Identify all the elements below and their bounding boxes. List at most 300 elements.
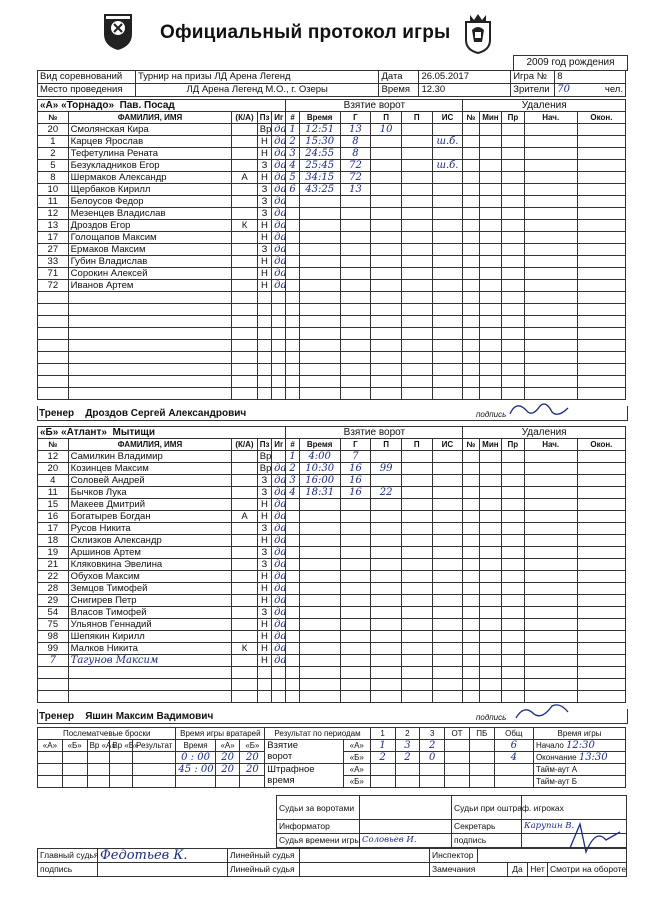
pen-pr: [502, 643, 524, 655]
table-row: [38, 451, 626, 463]
team-b-label: «Б» «Атлант»: [40, 427, 107, 438]
goal-assist-2: [401, 559, 432, 571]
player-pos: [257, 304, 271, 316]
goal-time: [299, 655, 340, 667]
player-no: 5: [38, 160, 69, 172]
player-name: Смолянская Кира: [68, 124, 232, 136]
col-pen-end: Окон.: [577, 439, 625, 451]
pen-row-a: «А»: [343, 764, 370, 776]
player-ka: [232, 340, 258, 352]
player-pos: Н: [257, 172, 271, 184]
player-name: Белоусов Федор: [68, 196, 232, 208]
player-no: 21: [38, 559, 69, 571]
pen-min: [479, 559, 501, 571]
score-a-p3: 2: [420, 740, 445, 752]
goal-time: 24:55: [299, 148, 340, 160]
player-played: [272, 292, 286, 304]
goal-scorer: 16: [340, 475, 371, 487]
pen-no: [463, 583, 479, 595]
goal-scorer: [340, 583, 371, 595]
pen-min: [479, 172, 501, 184]
player-played: [272, 340, 286, 352]
start-value: 12:30: [566, 740, 595, 751]
chief-referee-name: Федотьев К.: [98, 849, 228, 863]
goal-situation: [432, 208, 463, 220]
team-b-goals-title: Взятие ворот: [286, 427, 463, 439]
goal-situation: [432, 499, 463, 511]
player-played: [272, 364, 286, 376]
goal-time: 15:30: [299, 136, 340, 148]
player-no: 29: [38, 595, 69, 607]
goal-scorer: [340, 547, 371, 559]
player-ka: [232, 523, 258, 535]
player-pos: З: [257, 184, 271, 196]
pen-end: [577, 376, 625, 388]
goal-situation: [432, 388, 463, 400]
table-row: [38, 280, 626, 292]
goal-assist-1: [371, 376, 402, 388]
goal-time: [299, 376, 340, 388]
col-pen-no: №: [463, 439, 479, 451]
penalty-label: Штрафное: [267, 764, 315, 775]
player-ka: [232, 304, 258, 316]
pen-min: [479, 547, 501, 559]
player-no: 7: [38, 655, 69, 667]
goal-no: 4: [286, 160, 299, 172]
player-no: 12: [38, 208, 69, 220]
player-played: да: [272, 559, 286, 571]
player-played: да: [272, 595, 286, 607]
gk-time-col: Время: [176, 740, 215, 752]
pen-start: [524, 607, 577, 619]
table-row: [38, 304, 626, 316]
player-pos: [257, 388, 271, 400]
pen-start: [524, 148, 577, 160]
goal-scorer: 13: [340, 124, 371, 136]
player-no: 20: [38, 124, 69, 136]
goal-scorer: [340, 655, 371, 667]
goal-time: [299, 220, 340, 232]
goal-situation: [432, 487, 463, 499]
linesman-1-label: Линейный судья: [228, 849, 300, 863]
table-row: [38, 571, 626, 583]
pen-start: [524, 340, 577, 352]
pen-start: [524, 304, 577, 316]
pen-no: [463, 631, 479, 643]
player-pos: З: [257, 559, 271, 571]
pen-no: [463, 523, 479, 535]
pen-start: [524, 256, 577, 268]
pen-min: [479, 619, 501, 631]
pen-start: [524, 184, 577, 196]
venue-value: ЛД Арена Легенд М.О., г. Озеры: [135, 84, 379, 97]
secretary-label: Секретарь: [452, 820, 522, 834]
table-row: [38, 232, 626, 244]
goal-no: [286, 328, 299, 340]
goal-time: [299, 691, 340, 703]
pen-pr: [502, 655, 524, 667]
score-a-p1: 1: [370, 740, 395, 752]
score-b-total: 4: [494, 752, 533, 764]
player-pos: Н: [257, 136, 271, 148]
player-pos: З: [257, 475, 271, 487]
pen-end: [577, 316, 625, 328]
player-no: 15: [38, 499, 69, 511]
pen-start: [524, 244, 577, 256]
player-name: Соловей Андрей: [68, 475, 232, 487]
player-name: [68, 340, 232, 352]
goal-situation: [432, 475, 463, 487]
goal-time: 34:15: [299, 172, 340, 184]
penalty-label-2: время: [267, 775, 295, 786]
pen-end: [577, 547, 625, 559]
goal-scorer: [340, 196, 371, 208]
goal-scorer: [340, 232, 371, 244]
player-no: [38, 292, 69, 304]
pen-min: [479, 475, 501, 487]
goal-no: [286, 619, 299, 631]
goal-scorer: [340, 595, 371, 607]
goal-no: [286, 208, 299, 220]
pen-end: [577, 463, 625, 475]
col-no: №: [38, 439, 69, 451]
table-row: [38, 292, 626, 304]
player-ka: [232, 475, 258, 487]
goal-judges-label: Судьи за воротами: [279, 802, 355, 813]
pen-pr: [502, 352, 524, 364]
player-pos: Н: [257, 499, 271, 511]
team-b-sign-label: подпись: [476, 713, 507, 722]
pen-start: [524, 172, 577, 184]
goal-assist-1: [371, 220, 402, 232]
goal-no: 6: [286, 184, 299, 196]
player-ka: [232, 352, 258, 364]
goal-assist-2: [401, 304, 432, 316]
player-ka: [232, 364, 258, 376]
player-pos: [257, 316, 271, 328]
player-no: 4: [38, 475, 69, 487]
pen-no: [463, 316, 479, 328]
goal-no: [286, 304, 299, 316]
pen-pr: [502, 547, 524, 559]
goal-time: 43:25: [299, 184, 340, 196]
pen-end: [577, 244, 625, 256]
team-a-coach-name: Дроздов Сергей Александрович: [85, 408, 247, 419]
table-row: [38, 523, 626, 535]
pen-no: [463, 292, 479, 304]
player-name: Снигирев Петр: [68, 595, 232, 607]
goal-assist-2: [401, 364, 432, 376]
pen-no: [463, 268, 479, 280]
goal-scorer: [340, 364, 371, 376]
goal-time: 4:00: [299, 451, 340, 463]
player-pos: З: [257, 244, 271, 256]
timeout-b: Тайм-аут Б: [533, 776, 625, 788]
goal-assist-1: [371, 244, 402, 256]
table-row: [38, 487, 626, 499]
player-pos: Н: [257, 220, 271, 232]
player-no: 28: [38, 583, 69, 595]
goal-situation: [432, 196, 463, 208]
pen-min: [479, 220, 501, 232]
goal-no: [286, 667, 299, 679]
goal-assist-2: [401, 208, 432, 220]
goal-time: [299, 667, 340, 679]
goal-time: [299, 232, 340, 244]
linesman-2-label: Линейный судья: [228, 863, 300, 877]
pen-no: [463, 280, 479, 292]
score-a-total: 6: [494, 740, 533, 752]
pen-start: [524, 268, 577, 280]
table-row: [38, 136, 626, 148]
goal-situation: [432, 655, 463, 667]
goal-situation: [432, 328, 463, 340]
player-played: да: [272, 244, 286, 256]
goal-assist-1: 99: [371, 463, 402, 475]
player-name: Мезенцев Владислав: [68, 208, 232, 220]
remarks-no: Нет: [528, 863, 548, 877]
goal-situation: [432, 643, 463, 655]
goal-scorer: [340, 667, 371, 679]
player-played: да: [272, 619, 286, 631]
pen-no: [463, 160, 479, 172]
pen-start: [524, 643, 577, 655]
col-goal-p1: П: [371, 112, 402, 124]
score-a-ot: [445, 740, 470, 752]
pen-start: [524, 511, 577, 523]
time-value: 12.30: [419, 84, 511, 97]
pen-min: [479, 352, 501, 364]
pen-pr: [502, 340, 524, 352]
pen-pr: [502, 499, 524, 511]
player-pos: Н: [257, 595, 271, 607]
goal-assist-1: [371, 388, 402, 400]
player-no: 17: [38, 232, 69, 244]
goal-assist-2: [401, 499, 432, 511]
player-played: да: [272, 232, 286, 244]
table-row: [38, 631, 626, 643]
goal-situation: [432, 340, 463, 352]
goal-no: [286, 280, 299, 292]
player-name: Дроздов Егор: [68, 220, 232, 232]
goal-scorer: 72: [340, 160, 371, 172]
pen-pr: [502, 136, 524, 148]
player-played: да: [272, 511, 286, 523]
player-ka: [232, 124, 258, 136]
pen-min: [479, 304, 501, 316]
date-label: Дата: [379, 71, 419, 84]
goal-assist-1: [371, 292, 402, 304]
birth-year: 2009 год рождения: [513, 55, 628, 71]
pen-min: [479, 196, 501, 208]
pen-min: [479, 463, 501, 475]
player-pos: [257, 328, 271, 340]
goal-assist-2: [401, 124, 432, 136]
pen-min: [479, 595, 501, 607]
pen-pr: [502, 196, 524, 208]
spectators-value: 70: [557, 84, 570, 95]
player-name: Аршинов Артем: [68, 547, 232, 559]
goal-time: [299, 595, 340, 607]
goal-assist-2: [401, 148, 432, 160]
pen-min: [479, 451, 501, 463]
goal-scorer: [340, 607, 371, 619]
gk-row1-time: 0 : 00: [176, 752, 215, 764]
goal-situation: [432, 523, 463, 535]
player-ka: [232, 691, 258, 703]
player-ka: [232, 376, 258, 388]
player-pos: З: [257, 607, 271, 619]
goal-no: [286, 679, 299, 691]
col-pen-end: Окон.: [577, 112, 625, 124]
player-no: 8: [38, 172, 69, 184]
player-name: Губин Владислав: [68, 256, 232, 268]
goal-time: [299, 631, 340, 643]
player-name: Карцев Ярослав: [68, 136, 232, 148]
goal-scorer: [340, 619, 371, 631]
pen-end: [577, 220, 625, 232]
pen-min: [479, 376, 501, 388]
period-3: 3: [420, 728, 445, 740]
gk-time-label: Время игры вратарей: [176, 728, 265, 740]
player-name: Голощапов Максим: [68, 232, 232, 244]
goal-situation: [432, 559, 463, 571]
table-row: [38, 184, 626, 196]
goal-assist-2: [401, 136, 432, 148]
goal-assist-1: [371, 523, 402, 535]
pen-end: [577, 583, 625, 595]
table-row: [38, 196, 626, 208]
pen-pr: [502, 595, 524, 607]
pen-no: [463, 487, 479, 499]
pen-start: [524, 667, 577, 679]
player-played: да: [272, 535, 286, 547]
shootout-a: «А»: [38, 740, 63, 752]
team-a-coach-label: Тренер: [39, 408, 75, 419]
player-no: 16: [38, 511, 69, 523]
col-ka: (К/А): [232, 112, 258, 124]
goal-situation: [432, 607, 463, 619]
goal-situation: [432, 364, 463, 376]
goal-time: [299, 244, 340, 256]
player-name: Сорокин Алексей: [68, 268, 232, 280]
goal-situation: [432, 511, 463, 523]
venue-label: Место проведения: [38, 84, 136, 97]
player-played: [272, 451, 286, 463]
goal-assist-2: [401, 679, 432, 691]
informer-label: Информатор: [277, 820, 360, 834]
chief-sign-label: подпись: [38, 863, 98, 877]
goal-no: [286, 583, 299, 595]
goal-assist-1: [371, 304, 402, 316]
pen-end: [577, 667, 625, 679]
col-pen-pr: Пр: [502, 112, 524, 124]
pen-no: [463, 547, 479, 559]
competition-value: Турнир на призы ЛД Арена Легенд: [135, 71, 379, 84]
player-pos: Н: [257, 643, 271, 655]
col-goal-p2: П: [401, 439, 432, 451]
goal-assist-2: [401, 691, 432, 703]
player-played: да: [272, 547, 286, 559]
pen-min: [479, 691, 501, 703]
player-ka: [232, 388, 258, 400]
player-no: [38, 304, 69, 316]
pen-end: [577, 172, 625, 184]
chief-referee-label: Главный судья: [38, 849, 98, 863]
team-a-table: [37, 99, 626, 400]
player-ka: [232, 607, 258, 619]
goal-scorer: [340, 535, 371, 547]
player-no: [38, 667, 69, 679]
pen-no: [463, 244, 479, 256]
goal-situation: [432, 304, 463, 316]
goal-no: 5: [286, 172, 299, 184]
goal-situation: [432, 124, 463, 136]
player-played: [272, 691, 286, 703]
table-row: [38, 316, 626, 328]
player-ka: К: [232, 220, 258, 232]
player-pos: Вр: [257, 463, 271, 475]
goal-no: [286, 547, 299, 559]
goal-situation: [432, 535, 463, 547]
pen-min: [479, 124, 501, 136]
player-name: Власов Тимофей: [68, 607, 232, 619]
pen-pr: [502, 607, 524, 619]
pen-start: [524, 451, 577, 463]
pen-no: [463, 571, 479, 583]
pen-end: [577, 328, 625, 340]
shootout-b: «Б»: [62, 740, 87, 752]
player-pos: Н: [257, 583, 271, 595]
goal-time: [299, 364, 340, 376]
goal-time: [299, 388, 340, 400]
pen-pr: [502, 364, 524, 376]
player-ka: [232, 316, 258, 328]
pen-start: [524, 196, 577, 208]
col-played: Иг: [272, 439, 286, 451]
pen-start: [524, 547, 577, 559]
player-ka: [232, 463, 258, 475]
table-row: [38, 340, 626, 352]
player-name: Ульянов Геннадий: [68, 619, 232, 631]
goal-assist-2: [401, 643, 432, 655]
pen-pr: [502, 304, 524, 316]
goal-assist-2: [401, 487, 432, 499]
pen-min: [479, 256, 501, 268]
goal-assist-2: [401, 376, 432, 388]
player-name: Макеев Дмитрий: [68, 499, 232, 511]
shootout-label: Послематчевые броски: [38, 728, 176, 740]
player-no: 33: [38, 256, 69, 268]
pen-start: [524, 280, 577, 292]
col-goal-g: Г: [340, 439, 371, 451]
gk-row2-time: 45 : 00: [176, 764, 215, 776]
goal-time: [299, 643, 340, 655]
pen-end: [577, 487, 625, 499]
player-no: 27: [38, 244, 69, 256]
pen-pr: [502, 619, 524, 631]
player-name: [68, 376, 232, 388]
goal-assist-2: [401, 511, 432, 523]
pen-pr: [502, 232, 524, 244]
table-row: [38, 475, 626, 487]
goal-situation: [432, 232, 463, 244]
player-ka: [232, 256, 258, 268]
player-played: [272, 388, 286, 400]
goal-assist-2: [401, 631, 432, 643]
goal-no: [286, 364, 299, 376]
col-goal-p2: П: [401, 112, 432, 124]
